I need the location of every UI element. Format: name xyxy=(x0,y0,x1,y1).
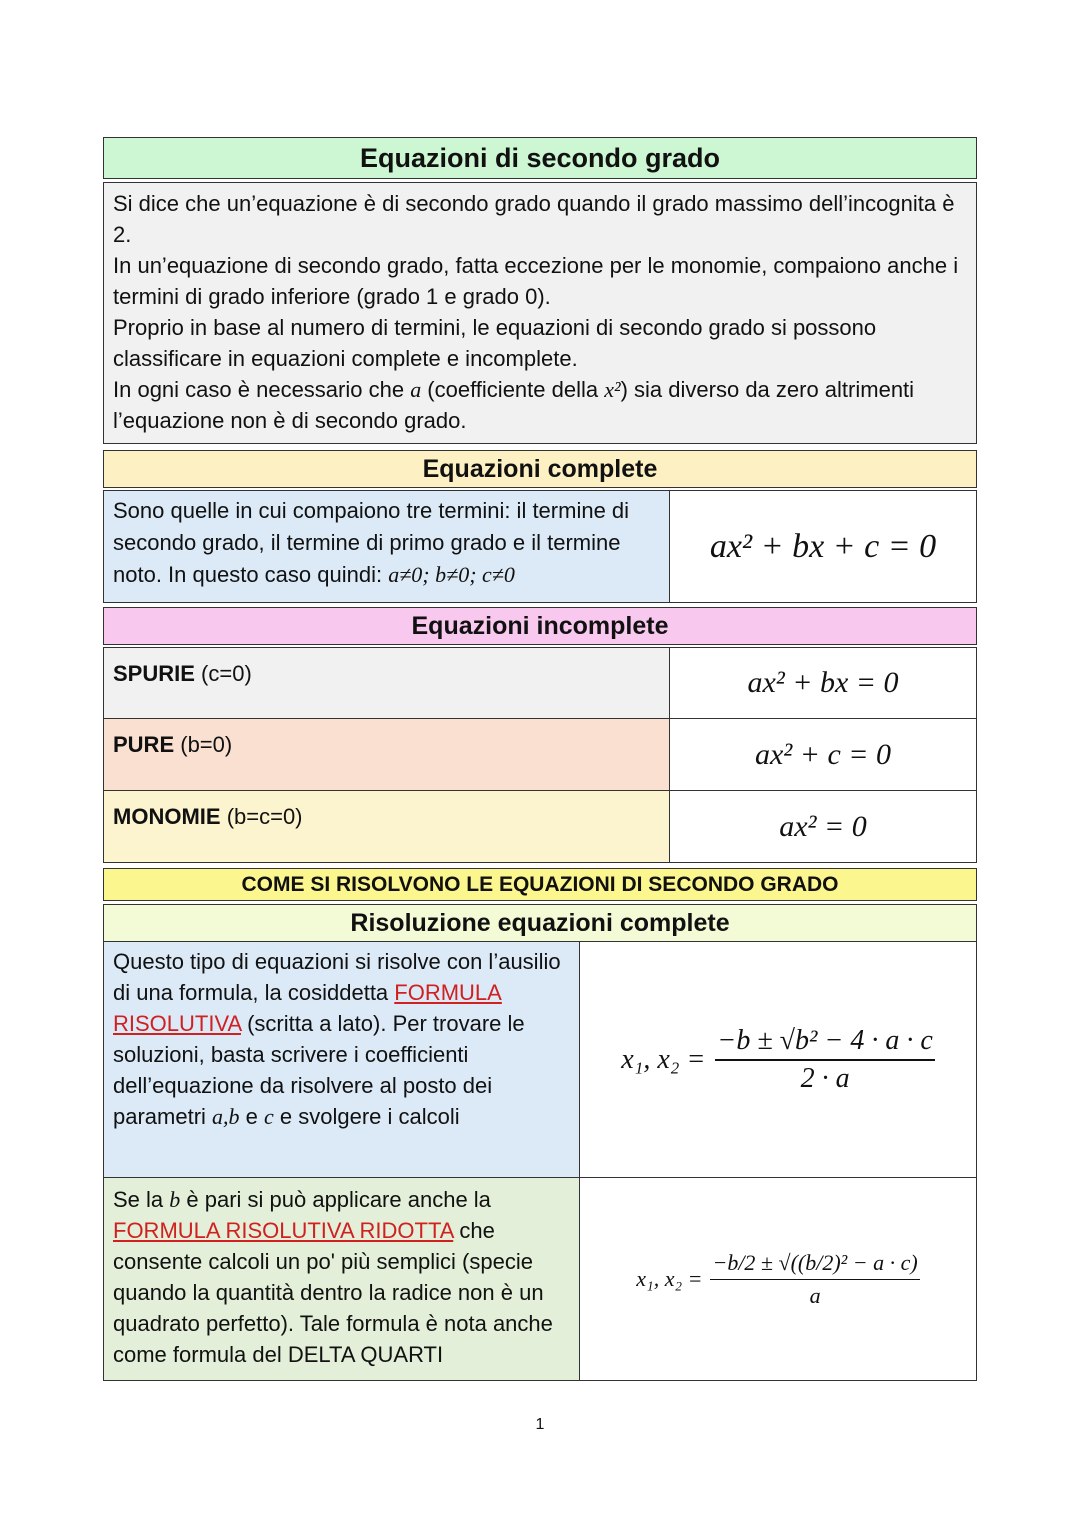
monomie-label: MONOMIE xyxy=(113,804,221,829)
complete-text: Sono quelle in cui compaiono tre termini: il termine di secondo grado, il termine di primo grado e il termine noto. In questo caso quindi: xyxy=(113,498,630,587)
incomplete-header: Equazioni incomplete xyxy=(103,607,977,645)
page-title: Equazioni di secondo grado xyxy=(103,137,977,179)
text: e xyxy=(239,1104,265,1129)
complete-formula: ax² + bx + c = 0 xyxy=(670,491,976,602)
monomie-formula: ax² = 0 xyxy=(670,791,976,862)
formula-1-denominator: 2 · a xyxy=(800,1062,850,1094)
variable-a: a xyxy=(410,377,422,402)
text: è pari si può applicare anche la xyxy=(180,1187,491,1212)
pure-label: PURE xyxy=(113,732,175,757)
text: e svolgere i calcoli xyxy=(273,1104,460,1129)
complete-description xyxy=(104,491,670,602)
formula-1 xyxy=(580,942,976,1177)
intro-text: (coefficiente della xyxy=(421,377,605,402)
variable-c: c xyxy=(264,1104,274,1129)
text: (scritta a lato). Per trovare le soluzioni, basta scrivere i coefficienti dell’equazione da risolvere al posto dei parametri xyxy=(113,1011,525,1129)
spurie-row xyxy=(103,647,977,719)
pure-label-cell xyxy=(104,719,670,790)
complete-solution-header: Risoluzione equazioni complete xyxy=(103,904,977,942)
complete-header: Equazioni complete xyxy=(103,450,977,488)
intro-paragraph-2: In un’equazione di secondo grado, fatta eccezione per le monomie, compaiono anche i termini di grado inferiore (grado 1 e grado 0). xyxy=(113,253,959,309)
formula-2-description xyxy=(104,1178,580,1380)
solve-header: COME SI RISOLVONO LE EQUAZIONI DI SECONDO GRADO xyxy=(103,868,977,901)
variable-x-squared: x² xyxy=(604,377,621,402)
formula-2-numerator: −b/2 ± √((b/2)² − a · c) xyxy=(710,1250,919,1280)
complete-row xyxy=(103,490,977,603)
monomie-row xyxy=(103,791,977,863)
page-number: 1 xyxy=(535,1416,545,1433)
formula-1-numerator: −b ± √b² − 4 · a · c xyxy=(715,1025,934,1061)
intro-paragraph-4 xyxy=(113,374,967,436)
variables-ab: a,b xyxy=(212,1104,240,1129)
text: Questo tipo di equazioni si risolve con l’ausilio di una formula, la cosiddetta xyxy=(113,949,561,1005)
formula-2-lhs: x₁, x₂ = xyxy=(636,1266,703,1291)
monomie-label-cell xyxy=(104,791,670,862)
spurie-formula: ax² + bx = 0 xyxy=(670,648,976,718)
formula-risolutiva-link: FORMULA RISOLUTIVA xyxy=(113,980,502,1036)
spurie-label-cell xyxy=(104,648,670,718)
intro-text: ) sia diverso da zero altrimenti l’equazione non è di secondo grado. xyxy=(113,377,915,433)
formula-1-lhs: x₁, x₂ = xyxy=(621,1043,706,1075)
spurie-condition: (c=0) xyxy=(201,661,252,686)
formula-2-denominator: a xyxy=(809,1282,821,1308)
intro-paragraph-1: Si dice che un’equazione è di secondo grado quando il grado massimo dell’incognita è 2. xyxy=(113,191,955,247)
complete-conditions: a≠0; b≠0; c≠0 xyxy=(388,562,515,587)
intro-box xyxy=(103,182,977,444)
monomie-condition: (b=c=0) xyxy=(226,804,303,829)
text: Se la xyxy=(113,1187,170,1212)
formula-ridotta-link: FORMULA RISOLUTIVA RIDOTTA xyxy=(113,1218,454,1243)
formula-2-fraction xyxy=(710,1250,919,1309)
intro-paragraph-3: Proprio in base al numero di termini, le equazioni di secondo grado si possono classificare in equazioni complete e incomplete. xyxy=(113,315,877,371)
document-page xyxy=(103,137,977,1381)
formula-1-fraction xyxy=(715,1025,934,1095)
pure-condition: (b=0) xyxy=(180,732,233,757)
formula-row-2 xyxy=(103,1178,977,1381)
formula-2 xyxy=(580,1178,976,1380)
spurie-label: SPURIE xyxy=(113,661,195,686)
formula-row-1 xyxy=(103,942,977,1178)
formula-1-description xyxy=(104,942,580,1177)
variable-b: b xyxy=(169,1187,181,1212)
text: che consente calcoli un po' più semplici (specie quando la quantità dentro la radice non è un quadrato perfetto). Tale formula è nota anche come formula del DELTA QUARTI xyxy=(113,1218,553,1367)
pure-formula: ax² + c = 0 xyxy=(670,719,976,790)
pure-row xyxy=(103,719,977,791)
intro-text: In ogni caso è necessario che xyxy=(113,377,411,402)
